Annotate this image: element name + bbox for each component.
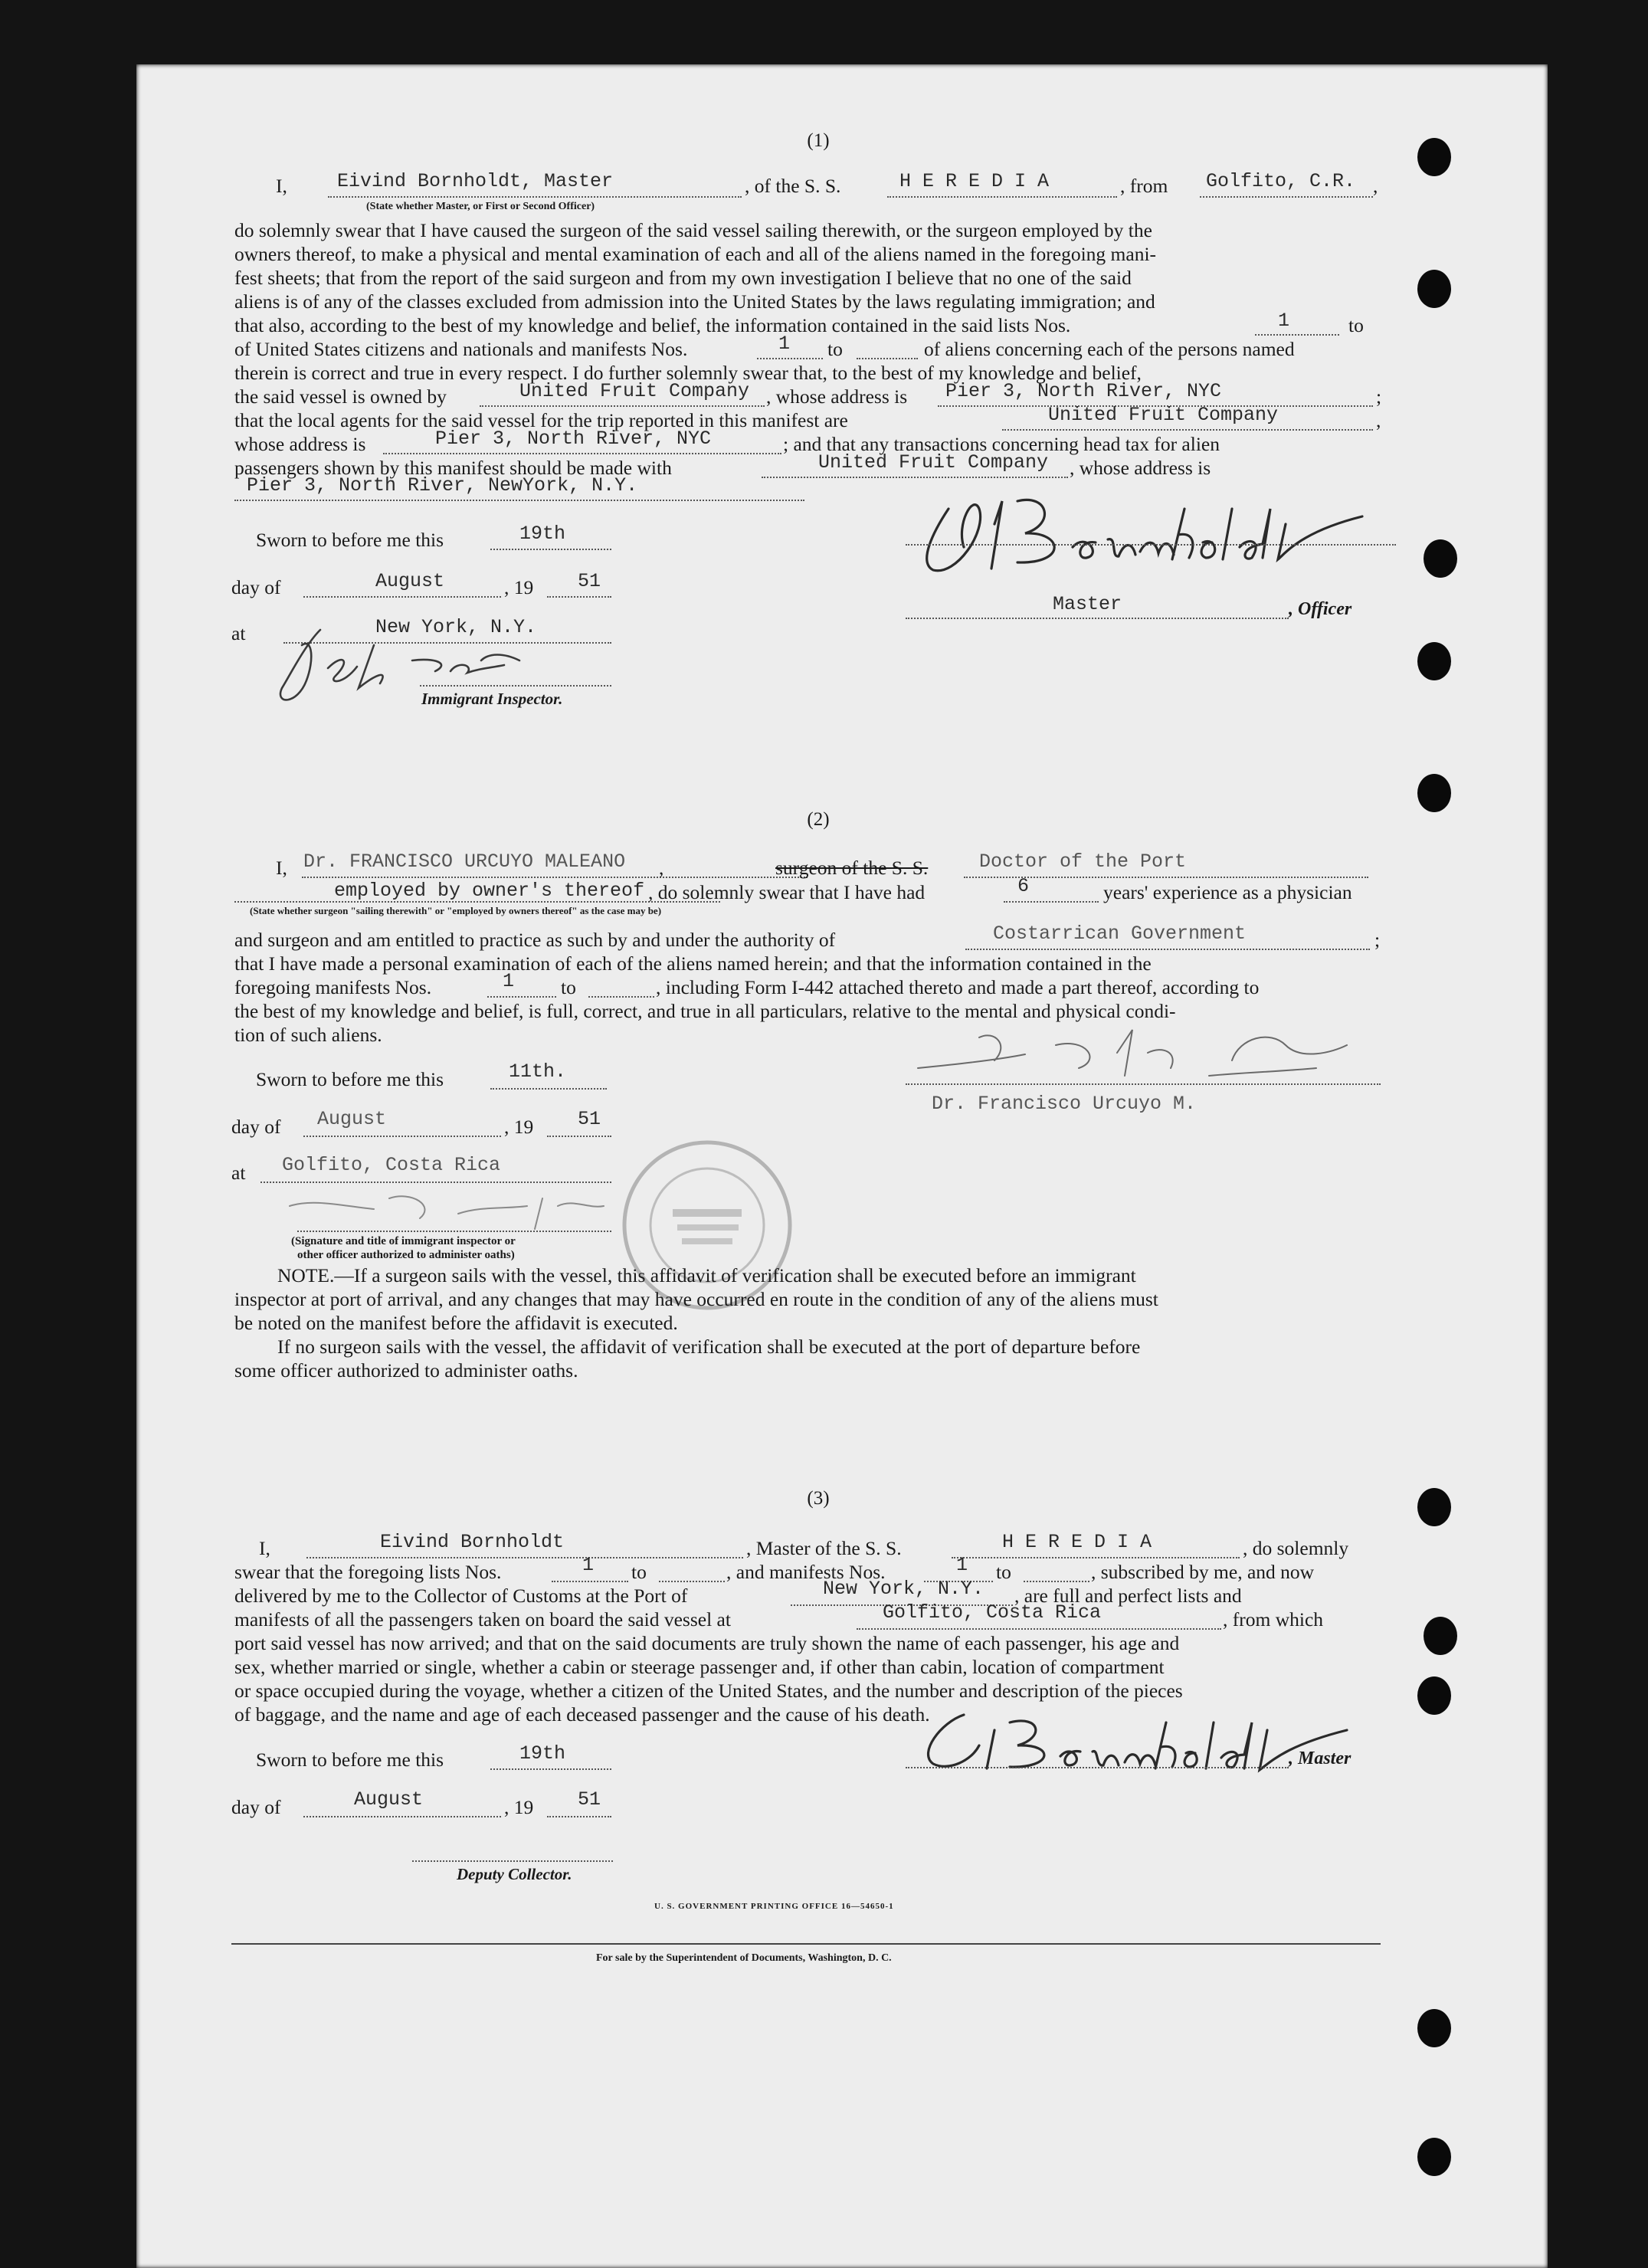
- paragraph-line: delivered by me to the Collector of Customs at the Port of: [234, 1585, 688, 1607]
- paragraph-line: do solemnly swear that I have caused the surgeon of the said vessel sailing therewith, or the surgeon employed by the: [234, 219, 1152, 241]
- footer-rule: [231, 1943, 1381, 1945]
- dotted-line: [490, 549, 611, 550]
- signature-caption: other officer authorized to administer oaths): [297, 1249, 515, 1261]
- label: , from: [1120, 175, 1168, 197]
- manifest-page: [136, 64, 1548, 2268]
- printing-office-line: U. S. GOVERNMENT PRINTING OFFICE 16—54650-1: [654, 1902, 894, 1911]
- paragraph-line: of aliens concerning each of the persons named: [924, 338, 1295, 360]
- label: ;: [1374, 929, 1381, 951]
- paragraph-line: , subscribed by me, and now: [1091, 1561, 1315, 1583]
- dotted-line: [306, 1557, 743, 1558]
- dotted-line: [412, 1860, 613, 1862]
- pronoun: I,: [276, 857, 287, 879]
- paragraph-line: owners thereof, to make a physical and mental examination of each and all of the aliens named in the foregoing mani-: [234, 243, 1157, 265]
- manifests-from: 1: [778, 333, 791, 355]
- paragraph-line: and surgeon and am entitled to practice as such by and under the authority of: [234, 929, 836, 951]
- label: day of: [231, 1116, 281, 1138]
- surgeon-typed-name: Dr. Francisco Urcuyo M.: [932, 1093, 1197, 1115]
- paragraph-line: that I have made a personal examination of each of the aliens named herein; and that the information contained in the: [234, 952, 1152, 975]
- label: , do solemnly: [1243, 1537, 1349, 1559]
- owner-address: Pier 3, North River, NYC: [945, 380, 1222, 402]
- label: ,: [1376, 409, 1381, 431]
- dotted-line: [887, 196, 1117, 198]
- label: , whose address is: [766, 385, 908, 408]
- note-line: If no surgeon sails with the vessel, the affidavit of verification shall be executed at the port of departure before: [277, 1336, 1141, 1358]
- years-experience: 6: [1017, 875, 1030, 897]
- label: day of: [231, 1796, 281, 1818]
- paragraph-line: the said vessel is owned by: [234, 385, 447, 408]
- lists-from: 1: [1278, 310, 1290, 332]
- dotted-line: [857, 358, 918, 359]
- manifests-from: 1: [503, 970, 515, 992]
- instruction-note: (State whether surgeon "sailing therewith" or "employed by owners thereof" as the case may be): [250, 905, 662, 916]
- paragraph-line: whose address is: [234, 433, 366, 455]
- label: at: [231, 1162, 246, 1184]
- departure-port: Golfito, C.R.: [1206, 170, 1356, 192]
- dotted-line: [234, 500, 804, 501]
- sworn-day: 11th.: [509, 1060, 567, 1083]
- arrival-port: New York, N.Y.: [823, 1578, 985, 1600]
- surgeon-of-ship: surgeon of the S. S.: [775, 857, 929, 879]
- paragraph-line: sex, whether married or single, whether a cabin or steerage passenger and, if other than cabin, location of compartment: [234, 1656, 1165, 1678]
- dotted-line: [952, 1557, 1240, 1558]
- pronoun: I,: [276, 175, 287, 197]
- sale-notice: For sale by the Superintendent of Documents, Washington, D. C.: [596, 1952, 892, 1964]
- dotted-line: [303, 1816, 501, 1817]
- label: , from which: [1223, 1608, 1324, 1631]
- dotted-line: [857, 1628, 1221, 1630]
- paragraph-line: , do solemnly swear that I have had: [648, 881, 926, 903]
- dotted-line: [1200, 196, 1373, 198]
- label: day of: [231, 576, 281, 598]
- punch-hole: [1417, 1488, 1451, 1526]
- dotted-line: [906, 1767, 1289, 1768]
- note-line: be noted on the manifest before the affidavit is executed.: [234, 1312, 678, 1334]
- surgeon-name: Dr. FRANCISCO URCUYO MALEANO: [303, 850, 626, 873]
- punch-hole: [1417, 270, 1451, 308]
- paragraph-line: , are full and perfect lists and: [1014, 1585, 1242, 1607]
- label: Sworn to before me this: [256, 1068, 444, 1090]
- label: Sworn to before me this: [256, 529, 444, 551]
- paragraph-line: the best of my knowledge and belief, is full, correct, and true in all particulars, relative to the mental and physical condi-: [234, 1000, 1176, 1022]
- label: ,: [1373, 175, 1378, 197]
- sworn-place: New York, N.Y.: [375, 616, 537, 638]
- head-tax-address: Pier 3, North River, NewYork, N.Y.: [247, 474, 638, 497]
- paragraph-line: swear that the foregoing lists Nos.: [234, 1561, 502, 1583]
- dotted-line: [302, 877, 808, 878]
- paragraph-line: passengers shown by this manifest should be made with: [234, 457, 672, 479]
- sworn-month: August: [354, 1788, 424, 1811]
- label: ,: [659, 857, 664, 879]
- master-name: Eivind Bornholdt, Master: [337, 170, 614, 192]
- paragraph-line: tion of such aliens.: [234, 1024, 382, 1046]
- paragraph-line: fest sheets; that from the report of the said surgeon and from my own investigation I believe that no one of the said: [234, 267, 1132, 289]
- paragraph-line: or space occupied during the voyage, whether a citizen of the United States, and the number and description of the pieces: [234, 1680, 1183, 1702]
- head-tax-party: United Fruit Company: [818, 451, 1049, 474]
- punch-hole: [1417, 1676, 1451, 1715]
- ship-name: H E R E D I A: [1002, 1531, 1152, 1553]
- dotted-line: [547, 1136, 611, 1137]
- master-signature: [903, 478, 1393, 593]
- label: , and manifests Nos.: [726, 1561, 886, 1583]
- local-agents: United Fruit Company: [1048, 404, 1279, 426]
- surgeon-employment: employed by owner's thereof: [334, 880, 645, 902]
- dotted-line: [1024, 1581, 1089, 1582]
- label: , 19: [504, 1116, 534, 1138]
- section-number: (3): [807, 1488, 830, 1509]
- dotted-line: [487, 996, 556, 998]
- label: , 19: [504, 576, 534, 598]
- embarkation-port: Golfito, Costa Rica: [883, 1601, 1102, 1624]
- punch-hole: [1417, 2009, 1451, 2047]
- label: , 19: [504, 1796, 534, 1818]
- manifests-from: 1: [956, 1554, 968, 1576]
- punch-hole: [1417, 642, 1451, 680]
- lists-from: 1: [582, 1554, 595, 1576]
- dotted-line: [297, 1231, 611, 1232]
- inspector-caption: Immigrant Inspector.: [421, 690, 563, 708]
- dotted-line: [303, 1136, 501, 1137]
- paragraph-line: that the local agents for the said vessel for the trip reported in this manifest are: [234, 409, 848, 431]
- note-line: some officer authorized to administer oaths.: [234, 1359, 578, 1381]
- surgeon-role: Doctor of the Port: [979, 850, 1187, 873]
- licensing-authority: Costarrican Government: [993, 923, 1247, 945]
- sworn-month: August: [375, 570, 445, 592]
- paragraph-line: foregoing manifests Nos.: [234, 976, 432, 998]
- dotted-line: [588, 996, 654, 998]
- sworn-year: 51: [578, 1108, 601, 1130]
- dotted-line: [1004, 901, 1099, 903]
- label: to: [561, 976, 576, 998]
- dotted-line: [906, 618, 1289, 619]
- dotted-line: [490, 1088, 607, 1090]
- dotted-line: [303, 596, 501, 598]
- paragraph-line: of United States citizens and nationals and manifests Nos.: [234, 338, 688, 360]
- dotted-line: [420, 685, 611, 687]
- note-line: inspector at port of arrival, and any changes that may have occurred en route in the condition of any of the aliens must: [234, 1288, 1158, 1310]
- pronoun: I,: [259, 1537, 270, 1559]
- port-official-signature: [282, 1175, 611, 1237]
- sworn-year: 51: [578, 1788, 601, 1811]
- punch-hole: [1424, 1617, 1457, 1655]
- sworn-place: Golfito, Costa Rica: [282, 1154, 501, 1176]
- sworn-day: 19th: [519, 523, 566, 545]
- sworn-day: 19th: [519, 1742, 566, 1765]
- section-number: (2): [807, 809, 830, 830]
- paragraph-line: years' experience as a physician: [1103, 881, 1352, 903]
- section-number: (1): [807, 130, 830, 151]
- officer-title: Master: [1053, 593, 1122, 615]
- ship-name: H E R E D I A: [899, 170, 1050, 192]
- master-name: Eivind Bornholdt: [380, 1531, 565, 1553]
- sworn-year: 51: [578, 570, 601, 592]
- label: to: [996, 1561, 1011, 1583]
- dotted-line: [490, 1768, 611, 1770]
- paragraph-line: aliens is of any of the classes excluded from admission into the United States by the laws regulating immigration; and: [234, 290, 1155, 313]
- dotted-line: [1255, 334, 1339, 336]
- officer-caption: , Officer: [1289, 599, 1352, 619]
- dotted-line: [757, 358, 823, 359]
- dotted-line: [965, 949, 1370, 950]
- master-caption: , Master: [1289, 1749, 1351, 1768]
- agents-address: Pier 3, North River, NYC: [435, 428, 712, 450]
- punch-hole: [1424, 539, 1457, 578]
- paragraph-line: of baggage, and the name and age of each deceased passenger and the cause of his death.: [234, 1703, 930, 1726]
- punch-hole: [1417, 138, 1451, 176]
- label: Sworn to before me this: [256, 1749, 444, 1771]
- note-line: NOTE.—If a surgeon sails with the vessel, this affidavit of verification shall be executed before an immigrant: [277, 1264, 1136, 1286]
- dotted-line: [547, 596, 611, 598]
- dotted-line: [906, 1083, 1381, 1085]
- paragraph-line: that also, according to the best of my knowledge and belief, the information contained in the said lists Nos.: [234, 314, 1071, 336]
- dotted-line: [383, 453, 781, 454]
- paragraph-line: therein is correct and true in every respect. I do further solemnly swear that, to the best of my knowledge and belief,: [234, 362, 1142, 384]
- label: at: [231, 622, 246, 644]
- paragraph-line: manifests of all the passengers taken on board the said vessel at: [234, 1608, 731, 1631]
- dotted-line: [659, 1581, 725, 1582]
- dotted-line: [1002, 429, 1373, 431]
- label: , of the S. S.: [745, 175, 841, 197]
- collector-caption: Deputy Collector.: [457, 1865, 572, 1883]
- surgeon-signature: [903, 1007, 1378, 1099]
- signature-caption: (Signature and title of immigrant inspector or: [291, 1235, 516, 1247]
- dotted-line: [547, 1816, 611, 1817]
- paragraph-line: port said vessel has now arrived; and that on the said documents are truly shown the name of each passenger, his age and: [234, 1632, 1180, 1654]
- label: , whose address is: [1070, 457, 1211, 479]
- label: to: [1348, 314, 1364, 336]
- label: ;: [1376, 385, 1382, 408]
- label: , Master of the S. S.: [746, 1537, 902, 1559]
- label: to: [631, 1561, 647, 1583]
- dotted-line: [552, 1581, 628, 1582]
- sworn-month: August: [317, 1108, 387, 1130]
- punch-hole: [1417, 774, 1451, 812]
- instruction-note: (State whether Master, or First or Second Officer): [366, 201, 595, 212]
- paragraph-line: ; and that any transactions concerning head tax for alien: [783, 433, 1220, 455]
- master-signature: [903, 1699, 1362, 1784]
- dotted-line: [906, 544, 1396, 546]
- owner: United Fruit Company: [519, 380, 750, 402]
- label: to: [827, 338, 843, 360]
- punch-hole: [1417, 2138, 1451, 2176]
- dotted-line: [480, 405, 765, 407]
- dotted-line: [328, 196, 742, 198]
- paragraph-line: , including Form I-442 attached thereto and made a part thereof, according to: [656, 976, 1260, 998]
